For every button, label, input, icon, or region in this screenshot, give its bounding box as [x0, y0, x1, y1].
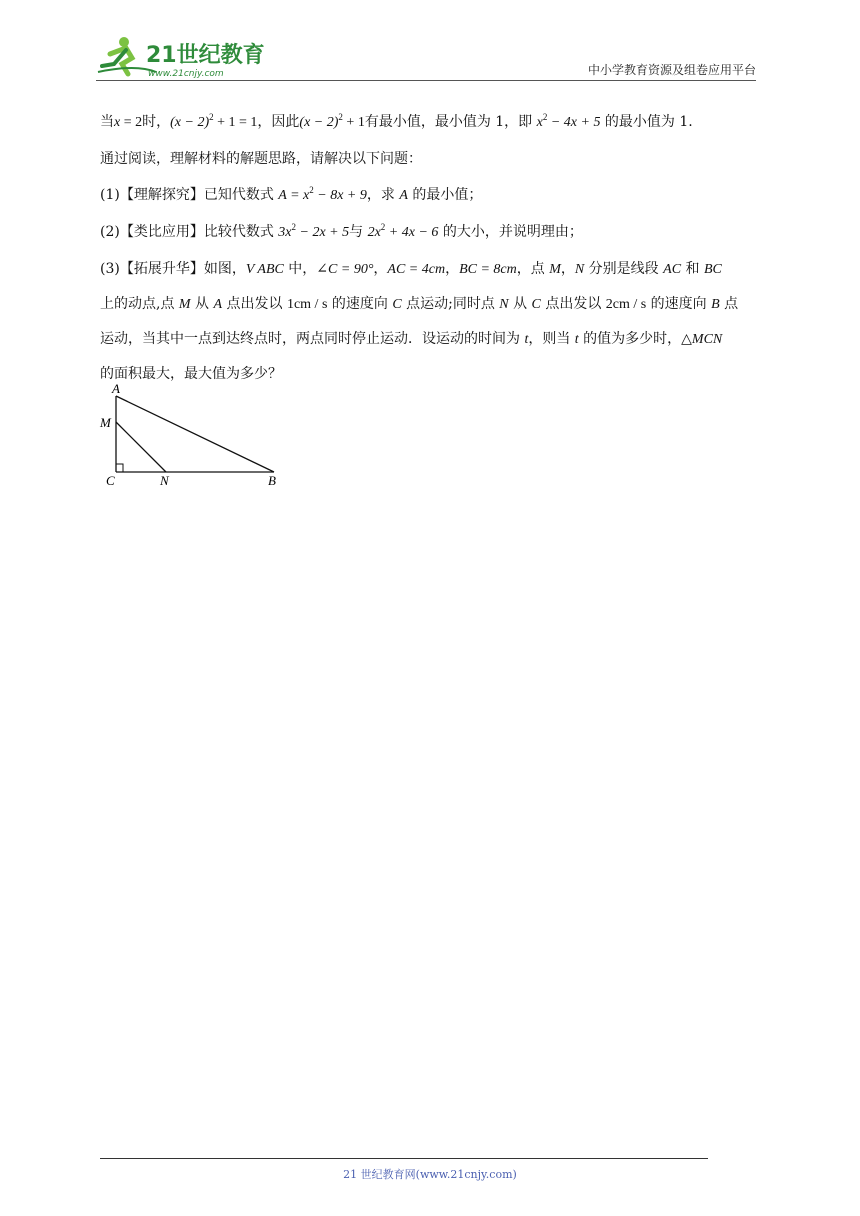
instruction-line: 通过阅读，理解材料的解题思路，请解决以下问题：: [100, 151, 422, 167]
math-expr: − 8x + 9: [313, 188, 367, 203]
math-expr: − 2x + 5: [296, 225, 350, 240]
var-c: C: [531, 297, 541, 312]
text: ，: [373, 261, 388, 277]
solution-conclusion-line: [100, 108, 760, 137]
math-expr: + 4x − 6: [385, 225, 439, 240]
right-angle-mark: [116, 464, 123, 472]
footer-text: 21 世纪教育网(www.21cnjy.com): [343, 1168, 517, 1181]
var-t: t: [574, 332, 579, 347]
var-n: N: [499, 297, 509, 312]
text: ，: [560, 261, 575, 277]
logo-text: 21世纪教育: [146, 43, 265, 68]
label-a: A: [112, 381, 120, 396]
text: 的最小值；: [407, 187, 483, 203]
text: 与: [349, 224, 368, 240]
question-1: [100, 181, 760, 210]
math: + 1 = 1: [213, 115, 258, 130]
text: ，求: [366, 187, 400, 203]
text: 的最小值为 1.: [600, 114, 693, 130]
text: ，因此: [257, 114, 300, 130]
math: 1cm / s: [286, 297, 328, 312]
text: 点出发以: [222, 296, 287, 312]
math-expr: AC = 4cm: [387, 262, 446, 277]
exponent: 2: [309, 185, 314, 195]
text: 的大小，并说明理由；: [438, 224, 583, 240]
problem-content: [100, 108, 760, 394]
math-expr: − 4x + 5: [547, 115, 601, 130]
math-expr: 2x: [367, 225, 381, 240]
footer-divider: [100, 1158, 708, 1159]
math-expr: A = x: [278, 188, 310, 203]
question-2: [100, 218, 760, 247]
triangle-figure: [96, 378, 296, 488]
var-m: M: [549, 262, 561, 277]
math-expr: 3x: [278, 225, 292, 240]
header-divider: [96, 80, 756, 81]
label-b: B: [268, 473, 276, 488]
math-expr: BC: [703, 262, 722, 277]
text: (3)【拓展升华】如图，: [100, 261, 246, 277]
text: (2)【类比应用】比较代数式: [100, 224, 279, 240]
math: + 1: [342, 115, 365, 130]
label-m: M: [100, 415, 111, 430]
var-a: A: [399, 188, 408, 203]
site-logo: [96, 34, 266, 80]
text: 有最小值，最小值为 1，即: [364, 114, 537, 130]
text: 的速度向: [646, 296, 712, 312]
math-expr: x: [536, 115, 543, 130]
text: 当: [100, 114, 114, 130]
math-expr: BC = 8cm: [459, 262, 517, 277]
text: 和: [681, 261, 704, 277]
text: ，点: [516, 261, 550, 277]
exponent: 2: [542, 112, 548, 122]
math-expr: △MCN: [681, 332, 723, 347]
text: 时，: [142, 114, 171, 130]
text: 上的动点,点: [100, 296, 179, 312]
exponent: 2: [209, 112, 214, 122]
var-m: M: [178, 297, 191, 312]
question-3-line-3: [100, 325, 760, 354]
math-expr: (x − 2): [299, 115, 339, 130]
text: ，: [445, 261, 460, 277]
text: 从: [190, 296, 214, 312]
math: 2cm / s: [605, 297, 647, 312]
math: = 2: [120, 115, 143, 130]
question-3-line-4: 的面积最大，最大值为多少？: [100, 366, 282, 382]
math-expr: AC: [663, 262, 682, 277]
math-expr: ∠C = 90°: [316, 262, 374, 277]
exponent: 2: [291, 222, 296, 232]
question-3-line-1: [100, 255, 760, 284]
text: 从: [508, 296, 532, 312]
exponent: 2: [338, 112, 343, 122]
math-expr: (x − 2): [170, 115, 210, 130]
platform-name: 中小学教育资源及组卷应用平台: [587, 63, 756, 77]
var-t: t: [524, 332, 529, 347]
text: 的值为多少时，: [578, 331, 682, 347]
text: 运动，当其中一点到达终点时，两点同时停止运动．设运动的时间为: [100, 331, 525, 347]
text: ，则当: [528, 331, 575, 347]
text: 点运动;同时点: [401, 296, 500, 312]
var-x: x: [114, 115, 121, 130]
text: 点出发以: [540, 296, 606, 312]
var-c: C: [392, 297, 402, 312]
logo-url: www.21cnjy.com: [148, 69, 224, 79]
math-expr: V ABC: [245, 262, 284, 277]
var-a: A: [213, 297, 223, 312]
label-c: C: [106, 473, 115, 488]
segment-ab: [116, 396, 274, 472]
text: 中，: [283, 261, 317, 277]
text: 的速度向: [327, 296, 393, 312]
text: 点: [719, 296, 739, 312]
label-n: N: [160, 473, 169, 488]
text: 分别是线段: [584, 261, 664, 277]
text: (1)【理解探究】已知代数式: [100, 187, 279, 203]
var-n: N: [574, 262, 585, 277]
exponent: 2: [380, 222, 386, 232]
var-b: B: [711, 297, 720, 312]
question-3-line-2: [100, 290, 760, 319]
